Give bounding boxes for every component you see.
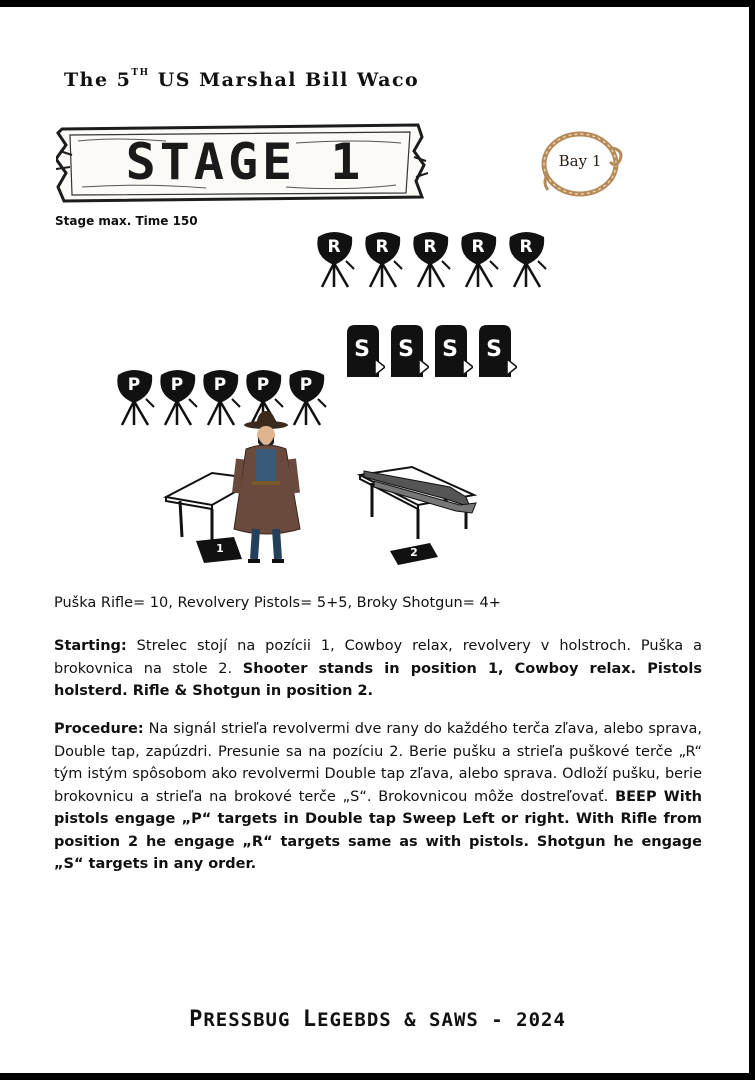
rifle-target-letter: R — [519, 237, 533, 257]
footer-word-2: EGEBDS & SAWS - 2024 — [317, 1009, 566, 1031]
procedure-label: Procedure: — [54, 721, 144, 737]
event-title — [64, 69, 419, 91]
footer-initial-2: L — [302, 1007, 318, 1032]
starting-text-en: Shooter stands in position 1, Cowboy relax. Pistols holsterd. Rifle & Shotgun in position 2. — [54, 660, 702, 699]
stage-banner — [56, 121, 428, 205]
starting-text-sk: Strelec stojí na pozícii 1, Cowboy relax, revolvery v holstroch. Puška a brokovnica na stole 2. — [54, 638, 702, 677]
footer-credit — [0, 1007, 749, 1032]
bay-badge — [540, 130, 626, 200]
starting-label: Starting: — [54, 638, 127, 654]
starting-paragraph — [54, 635, 702, 703]
shotgun-target — [433, 323, 473, 379]
pistol-target-letter: P — [170, 375, 184, 395]
shotgun-target-letter: S — [442, 337, 458, 362]
rifle-target — [458, 231, 500, 289]
pistol-target-letter: P — [127, 375, 141, 395]
shotgun-target — [345, 323, 385, 379]
rifle-target — [314, 231, 356, 289]
position-1-label: 1 — [216, 542, 224, 555]
rifle-target — [362, 231, 404, 289]
shotgun-target-letter: S — [354, 337, 370, 362]
position-2-label: 2 — [410, 546, 418, 559]
pistol-target-letter: P — [213, 375, 227, 395]
rifle-target-letter: R — [327, 237, 341, 257]
round-count: Puška Rifle= 10, Revolvery Pistols= 5+5, Broky Shotgun= 4+ — [54, 595, 501, 611]
procedure-paragraph — [54, 718, 702, 876]
rifle-target — [410, 231, 452, 289]
rifle-target-letter: R — [375, 237, 389, 257]
rifle-target-letter: R — [423, 237, 437, 257]
stage-title: STAGE 1 — [125, 133, 365, 191]
rifle-target-letter: R — [471, 237, 485, 257]
pistol-target-letter: P — [256, 375, 270, 395]
bay-label: Bay 1 — [558, 152, 602, 170]
stage-max-time: Stage max. Time 150 — [55, 214, 198, 228]
procedure-text-sk: Na signál strieľa revolvermi dve rany do každého terča zľava, alebo sprava, Double tap, zapúzdri. Presunie sa na pozíciu 2. Berie pušku a strieľa puškové terče „R“ tým istým spôsobom ako revolvermi Double tap zľava, alebo sprava. Odloží pušku, berie brokovnicu a strieľa na brokové terče „S“. Brokovnicou môže dostreľovať. — [54, 721, 702, 805]
event-title-rest: US Marshal Bill Waco — [149, 69, 420, 91]
footer-initial-1: P — [189, 1007, 204, 1032]
shotgun-target — [389, 323, 429, 379]
procedure-text-en: BEEP With pistols engage „P“ targets in Double tap Sweep Left or right. With Rifle from position 2 he engage „R“ targets same as with pistols. Shotgun he engage „S“ targets in any order. — [54, 788, 702, 872]
rifle-target — [506, 231, 548, 289]
shotgun-target-letter: S — [398, 337, 414, 362]
stage-sheet — [0, 7, 749, 1073]
event-title-main: The 5 — [64, 69, 132, 91]
pistol-target — [114, 369, 156, 427]
event-title-superscript: TH — [131, 68, 150, 78]
cowboy-icon — [234, 411, 300, 561]
pistol-target-letter: P — [299, 375, 313, 395]
shotgun-target — [477, 323, 517, 379]
footer-word-1: RESSBUG — [203, 1009, 303, 1031]
stage-scene — [160, 409, 490, 567]
shotgun-target-letter: S — [486, 337, 502, 362]
